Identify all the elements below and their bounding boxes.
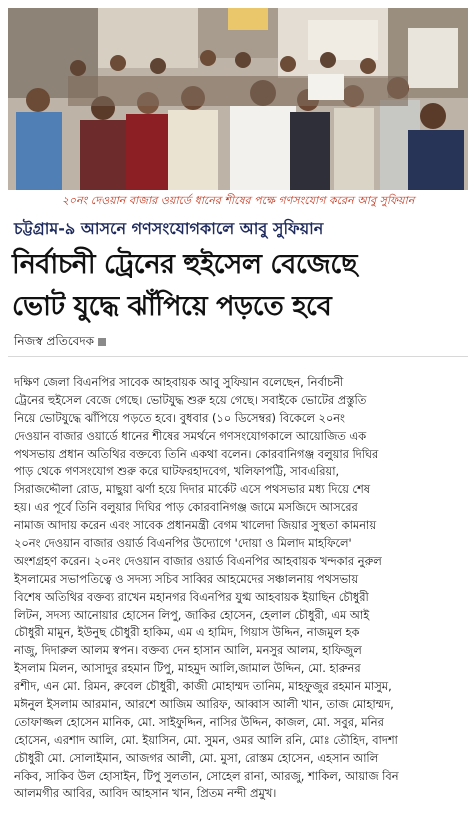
article-line: ইসলাম মিলন, আসাদুর রহমান টিপু, মাহমুদ আলি,জামাল উদ্দিন, মো. হারুনর xyxy=(14,661,361,676)
article-line: রশীদ, এন মো. রিমন, রুবেল চৌধুরী, কাজী মোহাম্মদ তানিম, মাহফুজুর রহমান মাসুম, xyxy=(14,679,392,694)
crowd-photo xyxy=(8,8,468,190)
article-line: অংশগ্রহণ করেন। ২০নং দেওয়ান বাজার ওয়ার্ড বিএনপির আহবায়ক খন্দকার নুরুল xyxy=(14,553,382,568)
square-bullet-icon xyxy=(98,338,106,346)
news-photo xyxy=(8,8,468,190)
article-line: চৌধুরী মামুন, ইউনুছ চৌধুরী হাকিম, এম এ হামিদ, গিয়াস উদ্দিন, নাজমুল হক xyxy=(14,625,360,640)
headline-line-2: ভোট যুদ্ধে ঝাঁপিয়ে পড়তে হবে xyxy=(12,291,332,322)
article-line: তোফাজ্জল হোসেন মানিক, মো. সাইফুদ্দিন, নাসির উদ্দিন, কাজল, মো. সবুর, মনির xyxy=(14,714,384,729)
byline xyxy=(14,332,106,350)
kicker: চট্টগ্রাম-৯ আসনে গণসংযোগকালে আবু সুফিয়ান xyxy=(14,219,324,238)
divider xyxy=(8,356,468,357)
article-line: বিশেষ অতিথির বক্তব্য রাখেন মহানগর বিএনপির যুগ্ম আহবায়ক ইয়াছিন চৌধুরী xyxy=(14,589,369,604)
article-line: লিটন, সদস্য আনোয়ার হোসেন লিপু, জাকির হোসেন, হেলাল চৌধুরী, এম আই xyxy=(14,607,370,622)
article-line: চৌধুরী মো. সোলাইমান, আজগর আলী, মো. মুসা, রোস্তম হোসেন, এহসান আলি xyxy=(14,750,379,765)
article-line: নাজু, দিদারুল আলম স্বপন। বক্তব্য দেন হাসান আলি, মনসুর আলম, হাফিজুল xyxy=(14,643,362,658)
article-line: সিরাজদ্দৌলা রোড, মাছুয়া ঝর্ণা হয়ে দিদার মার্কেট এসে পথসভার মধ্য দিয়ে শেষ xyxy=(14,482,371,497)
article-line: নিয়ে ভোটযুদ্ধে ঝাঁপিয়ে পড়তে হবে। বুধবার (১০ ডিসেম্বর) বিকেলে ২০নং xyxy=(14,410,345,425)
article-line: হোসেন, এরশাদ আলি, মো. ইয়াসিন, মো. সুমন, ওমর আলি রনি, মোঃ তৌহিদ, বাদশা xyxy=(14,732,398,747)
article-line: ২০নং দেওয়ান বাজার ওয়ার্ড বিএনপির উদ্যোগে 'দোয়া ও মিলাদ মাহফিলে' xyxy=(14,536,352,551)
article-line: দেওয়ান বাজার ওয়ার্ডে ধানের শীষের সমর্থনে গণসংযোগকালে আয়োজিত এক xyxy=(14,428,367,443)
article-line: পাড় থেকে গণসংযোগ শুরু করে ঘাটফরহাদবেগ, খলিফাপট্টি, সাবএরিয়া, xyxy=(14,464,340,479)
article-line: নকিব, সাকিব উল হোসাইন, টিপু সুলতান, সোহেল রানা, আরজু, শাকিল, আয়াজ বিন xyxy=(14,768,399,783)
byline-text: নিজস্ব প্রতিবেদক xyxy=(14,334,95,348)
article-line: দক্ষিণ জেলা বিএনপির সাবেক আহবায়ক আবু সুফিয়ান বলেছেন, নির্বাচনী xyxy=(14,375,344,389)
photo-caption: ২০নং দেওয়ান বাজার ওয়ার্ডে ধানের শীষের পক্ষে গণসংযোগ করেন আবু সুফিয়ান xyxy=(61,194,415,207)
article-line: হয়। এর পূর্বে তিনি বলুয়ার দিঘির পাড় কোরবানিগঞ্জ জামে মসজিদে আসরের xyxy=(14,500,358,515)
article-line: ট্রেনের হুইসেল বেজে গেছে। ভোটযুদ্ধ শুরু হয়ে গেছে। সবাইকে ভোটের প্রস্তুতি xyxy=(14,392,367,407)
article-line: নামাজ আদায় করেন এবং সাবেক প্রধানমন্ত্রী বেগম খালেদা জিয়ার সুস্থতা কামনায় xyxy=(14,518,377,533)
headline-line-1: নির্বাচনী ট্রেনের হুইসেল বেজেছে xyxy=(12,249,358,280)
article-line: পথসভায় প্রধান অতিথির বক্তব্যে তিনি একথা বলেন। কোরবানিগঞ্জ বলুয়ার দিঘির xyxy=(14,446,379,461)
article-line: মঈনুল ইসলাম আরমান, আরশে আজিম আরিফ, আব্বাস আলী খান, তাজ মোহাম্মদ, xyxy=(14,697,394,712)
article-body xyxy=(14,374,466,803)
article-line: আলমগীর আবির, আবিদ আহসান খান, প্রিতম নন্দী প্রমুখ। xyxy=(14,786,277,801)
article-line: ইসলামের সভাপতিত্বে ও সদস্য সচিব সাব্বির আহমেদের সঞ্চালনায় পথসভায় xyxy=(14,571,359,586)
